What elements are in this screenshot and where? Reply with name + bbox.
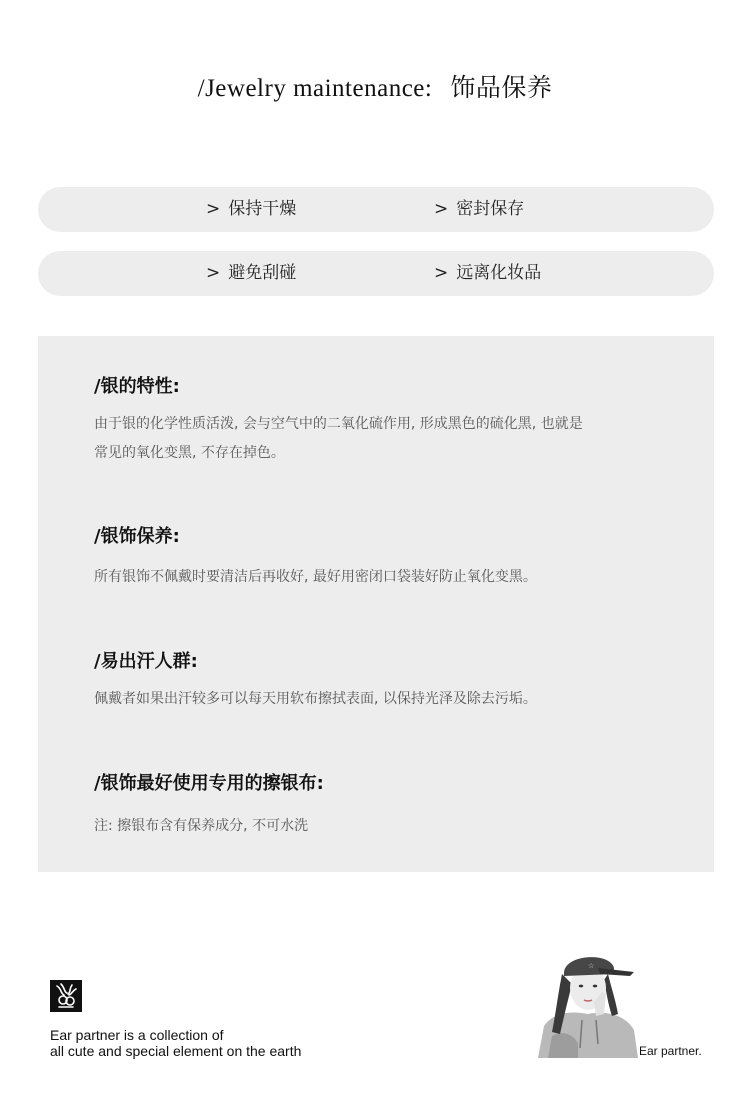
body-line: 常见的氧化变黑, 不存在掉色。 (94, 445, 285, 461)
tip-label: 密封保存 (456, 199, 525, 219)
tip-label: 远离化妆品 (456, 263, 542, 283)
title-chinese: 饰品保养 (450, 73, 553, 102)
chevron-right-icon: > (206, 263, 221, 283)
tip-label: 避免刮碰 (228, 263, 297, 283)
chevron-right-icon: > (434, 199, 449, 219)
tip-avoid-cosmetics (434, 251, 541, 296)
section-body-silver-properties (94, 410, 674, 468)
body-line: 由于银的化学性质活泼, 会与空气中的二氧化硫作用, 形成黑色的硫化黑, 也就是 (94, 416, 583, 432)
brand-tagline (50, 1027, 301, 1059)
page-title (0, 68, 750, 104)
tip-avoid-scratches (206, 251, 296, 296)
tips-row-1 (38, 187, 714, 232)
tip-sealed-storage (434, 187, 524, 232)
tip-label: 保持干燥 (228, 199, 297, 219)
brand-logo-icon (50, 980, 82, 1012)
care-info-panel (38, 336, 714, 872)
section-body-sweat: 佩戴者如果出汗较多可以每天用软布擦拭表面, 以保持光泽及除去污垢。 (94, 691, 537, 707)
section-heading-cloth: /银饰最好使用专用的擦银布: (94, 773, 324, 794)
section-heading-silver-care: /银饰保养: (94, 526, 180, 547)
tagline-line: all cute and special element on the earth (50, 1043, 302, 1059)
tip-keep-dry (206, 187, 296, 232)
section-heading-sweat: /易出汗人群: (94, 651, 198, 672)
photo-caption: Ear partner. (639, 1044, 702, 1058)
tagline-line: Ear partner is a collection of (50, 1027, 224, 1043)
chevron-right-icon: > (434, 263, 449, 283)
section-heading-silver-properties: /银的特性: (94, 376, 180, 397)
svg-text:☆: ☆ (588, 962, 595, 970)
title-english: /Jewelry maintenance: (197, 75, 433, 102)
section-body-silver-care: 所有银饰不佩戴时要清洁后再收好, 最好用密闭口袋装好防止氧化变黑。 (94, 569, 537, 585)
model-photo (538, 944, 638, 1058)
section-body-cloth: 注: 擦银布含有保养成分, 不可水洗 (94, 818, 309, 834)
tips-row-2 (38, 251, 714, 296)
chevron-right-icon: > (206, 199, 221, 219)
